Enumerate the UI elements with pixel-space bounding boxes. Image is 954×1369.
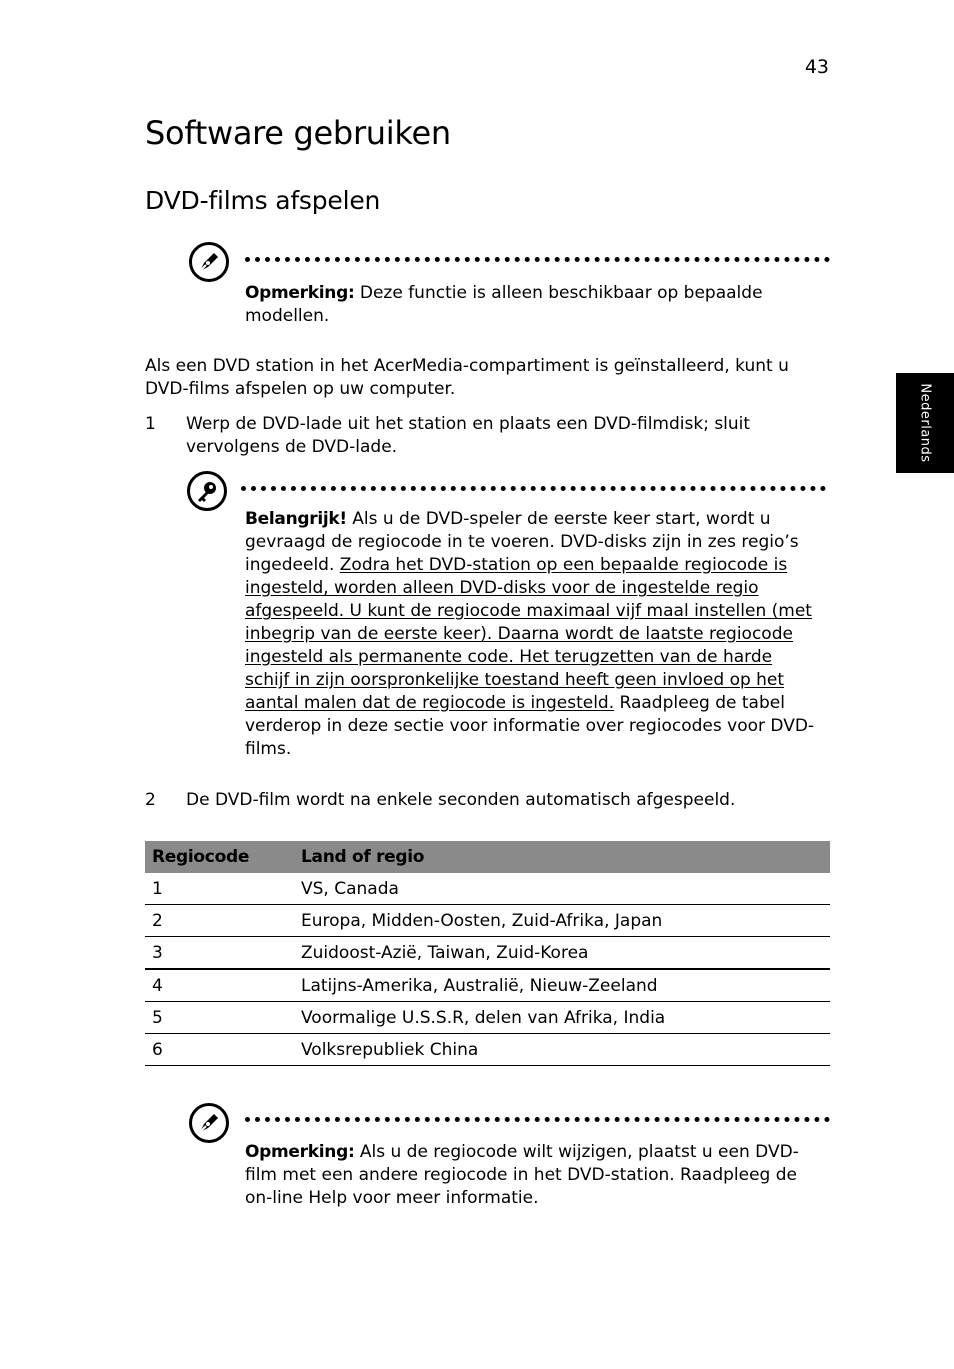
note-1-label: Opmerking: bbox=[245, 283, 355, 303]
important-label: Belangrijk! bbox=[245, 509, 347, 529]
region-code-table bbox=[145, 841, 830, 1066]
language-side-tab-label: Nederlands bbox=[917, 383, 933, 463]
note-1-text: Deze functie is alleen beschikbaar op bepaalde modellen. bbox=[245, 283, 763, 326]
table-cell-region: Europa, Midden-Oosten, Zuid-Afrika, Japan bbox=[294, 905, 830, 937]
table-row bbox=[145, 1002, 830, 1034]
language-side-tab bbox=[896, 373, 954, 473]
note-1 bbox=[245, 282, 805, 328]
pen-note-icon bbox=[189, 1103, 229, 1143]
table-cell-code: 2 bbox=[145, 905, 294, 937]
table-cell-region: Zuidoost-Azië, Taiwan, Zuid-Korea bbox=[294, 937, 830, 970]
table-cell-region: Latijns-Amerika, Australië, Nieuw-Zeeland bbox=[294, 969, 830, 1002]
page-number: 43 bbox=[804, 56, 829, 78]
table-cell-code: 6 bbox=[145, 1034, 294, 1066]
note-divider bbox=[245, 1117, 830, 1122]
table-cell-region: Voormalige U.S.S.R, delen van Afrika, India bbox=[294, 1002, 830, 1034]
table-row bbox=[145, 937, 830, 970]
important-note bbox=[245, 508, 815, 761]
key-important-icon bbox=[187, 471, 227, 511]
table-header-land: Land of regio bbox=[294, 841, 830, 873]
table-cell-code: 3 bbox=[145, 937, 294, 970]
pen-note-icon bbox=[189, 242, 229, 282]
table-row bbox=[145, 969, 830, 1002]
important-text-after: Raadpleeg de tabel verderop in deze sectie voor informatie over regiocodes voor DVD-films. bbox=[245, 693, 815, 759]
step-1-number: 1 bbox=[145, 414, 156, 434]
note-2-text: Als u de regiocode wilt wijzigen, plaatst u een DVD-film met een andere regiocode in het DVD-station. Raadpleeg de on-line Help voor meer informatie. bbox=[245, 1142, 799, 1208]
table-header-row bbox=[145, 841, 830, 873]
section-title: DVD-films afspelen bbox=[145, 186, 381, 215]
table-header-regiocode: Regiocode bbox=[145, 841, 294, 873]
note-divider bbox=[245, 257, 830, 262]
important-text-underlined: Zodra het DVD-station op een bepaalde regiocode is ingesteld, worden alleen DVD-disks voor de ingestelde regio afgespeeld. U kunt de regiocode maximaal vijf maal instellen (met inbegrip van de eerste keer). Daarna wordt de laatste regiocode ingesteld als permanente code. Het terugzetten van de harde schijf in zijn oorspronkelijke toestand heeft geen invloed op het aantal malen dat de regiocode is ingesteld. bbox=[245, 555, 812, 713]
step-2-number: 2 bbox=[145, 790, 156, 810]
table-row bbox=[145, 905, 830, 937]
table-cell-code: 5 bbox=[145, 1002, 294, 1034]
intro-paragraph: Als een DVD station in het AcerMedia-compartiment is geïnstalleerd, kunt u DVD-films afspelen op uw computer. bbox=[145, 356, 789, 399]
note-2 bbox=[245, 1141, 815, 1210]
table-cell-region: VS, Canada bbox=[294, 873, 830, 905]
table-row bbox=[145, 873, 830, 905]
important-text-before: Als u de DVD-speler de eerste keer start, wordt u gevraagd de regiocode in te voeren. DVD-disks zijn in zes regio’s ingedeeld. bbox=[245, 509, 799, 575]
table-cell-region: Volksrepubliek China bbox=[294, 1034, 830, 1066]
page-title: Software gebruiken bbox=[145, 114, 451, 152]
important-divider bbox=[241, 486, 826, 491]
table-cell-code: 4 bbox=[145, 969, 294, 1002]
table-row bbox=[145, 1034, 830, 1066]
step-1-text: Werp de DVD-lade uit het station en plaats een DVD-filmdisk; sluit vervolgens de DVD-lade. bbox=[186, 414, 751, 457]
table-cell-code: 1 bbox=[145, 873, 294, 905]
note-2-label: Opmerking: bbox=[245, 1142, 355, 1162]
step-2-text: De DVD-film wordt na enkele seconden automatisch afgespeeld. bbox=[186, 790, 736, 810]
